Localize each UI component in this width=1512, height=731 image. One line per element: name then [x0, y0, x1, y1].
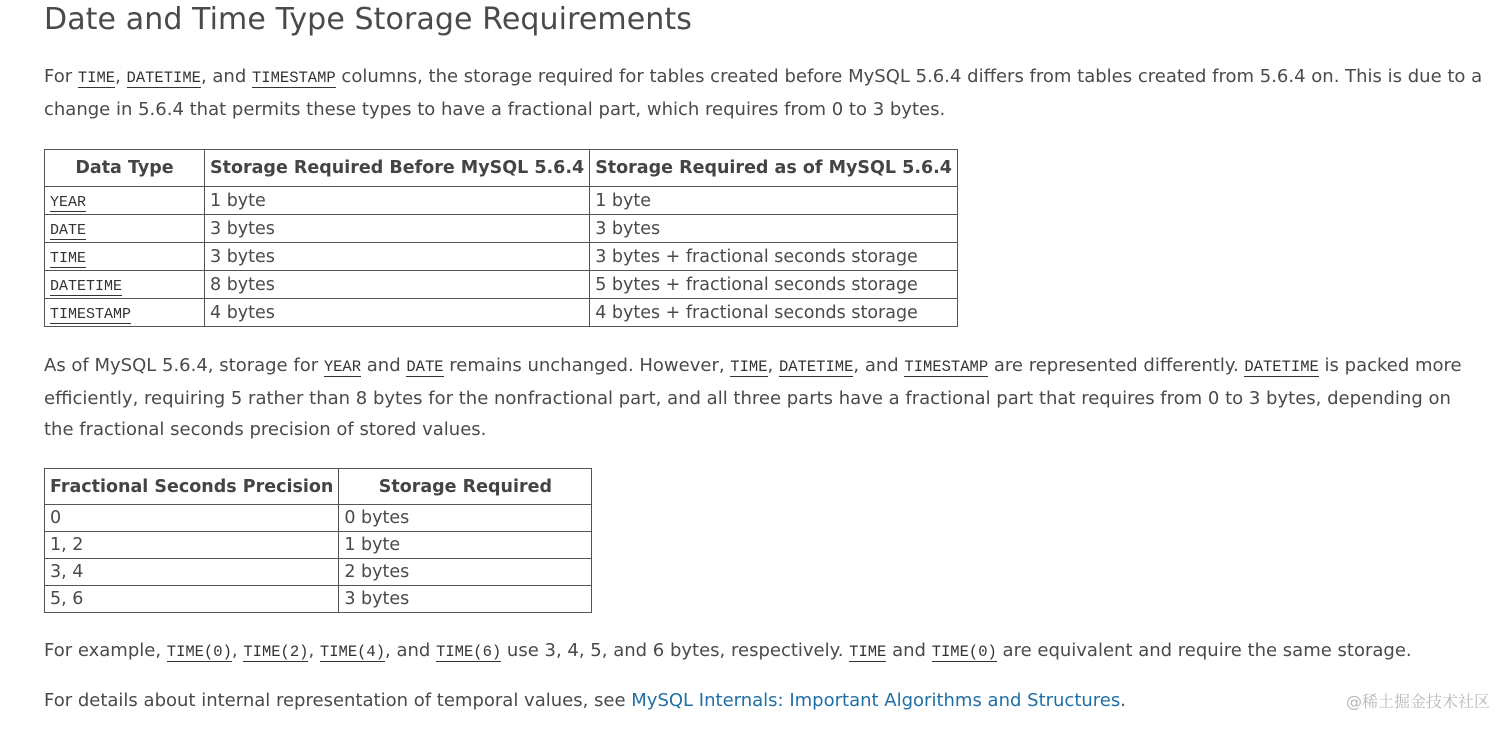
table-header-row — [45, 469, 592, 505]
type-code: YEAR — [50, 193, 87, 211]
code-time: TIME — [730, 358, 768, 376]
cell-precision: 5, 6 — [45, 586, 339, 613]
cell-before: 4 bytes — [205, 299, 590, 327]
cell-after: 3 bytes + fractional seconds storage — [590, 243, 958, 271]
text: remains unchanged. However, — [443, 355, 731, 376]
cell-precision: 3, 4 — [45, 559, 339, 586]
storage-requirements-table — [44, 149, 958, 327]
cell-after: 3 bytes — [590, 215, 958, 243]
details-paragraph — [44, 685, 1126, 716]
table-row — [45, 532, 592, 559]
cell-before: 1 byte — [205, 187, 590, 215]
text: use 3, 4, 5, and 6 bytes, respectively. — [501, 640, 850, 661]
table-row — [45, 243, 958, 271]
table-row — [45, 187, 958, 215]
code-time0: TIME(0) — [931, 643, 997, 661]
cell-after: 5 bytes + fractional seconds storage — [590, 271, 958, 299]
table-row — [45, 271, 958, 299]
header-as-of-564: Storage Required as of MySQL 5.6.4 — [590, 150, 958, 187]
type-code: TIME — [50, 249, 87, 267]
text: For — [44, 66, 78, 87]
mysql-internals-link[interactable]: MySQL Internals: Important Algorithms and Structures — [631, 690, 1121, 711]
code-datetime: DATETIME — [1244, 358, 1319, 376]
header-storage: Storage Required — [339, 469, 592, 505]
code-timestamp: TIMESTAMP — [251, 69, 336, 87]
type-code: DATETIME — [50, 277, 123, 295]
code-date: DATE — [406, 358, 444, 376]
text: , and — [385, 640, 437, 661]
cell-type — [45, 187, 205, 215]
intro-paragraph — [44, 61, 1484, 125]
cell-storage: 2 bytes — [339, 559, 592, 586]
text: are equivalent and require the same storage. — [996, 640, 1412, 661]
text: For example, — [44, 640, 167, 661]
code-datetime: DATETIME — [778, 358, 854, 376]
code-time4: TIME(4) — [319, 643, 386, 661]
cell-before: 3 bytes — [205, 215, 590, 243]
middle-paragraph — [44, 350, 1484, 445]
code-datetime: DATETIME — [126, 69, 201, 87]
type-code: TIMESTAMP — [50, 305, 132, 323]
text: columns, the storage required for tables created before MySQL 5.6.4 differs from tables created from 5.6.4 on. This is due to a change in 5.6.4 that permits these types to have a fractional part, which requires from 0 to 3 bytes. — [44, 66, 1483, 120]
text: , — [308, 640, 320, 661]
table-header-row — [45, 150, 958, 187]
cell-type — [45, 215, 205, 243]
cell-storage: 0 bytes — [339, 505, 592, 532]
text: , — [767, 355, 779, 376]
code-year: YEAR — [323, 358, 362, 376]
cell-type — [45, 243, 205, 271]
text: For details about internal representation of temporal values, see — [44, 690, 632, 711]
cell-after: 4 bytes + fractional seconds storage — [590, 299, 958, 327]
cell-type — [45, 299, 205, 327]
header-data-type: Data Type — [45, 150, 205, 187]
table-row — [45, 559, 592, 586]
text: and — [886, 640, 932, 661]
fractional-seconds-table — [44, 468, 592, 613]
cell-storage: 3 bytes — [339, 586, 592, 613]
code-time0: TIME(0) — [166, 643, 232, 661]
text: , — [115, 66, 127, 87]
code-time6: TIME(6) — [436, 643, 502, 661]
cell-precision: 0 — [45, 505, 339, 532]
cell-type — [45, 271, 205, 299]
table-row — [45, 299, 958, 327]
text: , and — [853, 355, 905, 376]
example-paragraph — [44, 635, 1412, 668]
text: are represented differently. — [988, 355, 1245, 376]
cell-before: 8 bytes — [205, 271, 590, 299]
code-time: TIME — [849, 643, 887, 661]
watermark-text: @稀土掘金技术社区 — [1345, 692, 1490, 711]
table-row — [45, 505, 592, 532]
cell-before: 3 bytes — [205, 243, 590, 271]
cell-storage: 1 byte — [339, 532, 592, 559]
table-row — [45, 586, 592, 613]
text: , and — [200, 66, 252, 87]
section-title: Date and Time Type Storage Requirements — [44, 2, 692, 37]
header-before-564: Storage Required Before MySQL 5.6.4 — [205, 150, 590, 187]
cell-precision: 1, 2 — [45, 532, 339, 559]
text: is packed more efficiently, requiring 5 rather than 8 bytes for the nonfractional part, and all three parts have a fractional part that requires from 0 to 3 bytes, depending on the fractional seconds precision of stored values. — [44, 355, 1462, 440]
type-code: DATE — [50, 221, 87, 239]
cell-after: 1 byte — [590, 187, 958, 215]
text: As of MySQL 5.6.4, storage for — [44, 355, 324, 376]
code-time2: TIME(2) — [243, 643, 309, 661]
text: , — [231, 640, 244, 661]
header-precision: Fractional Seconds Precision — [45, 469, 339, 505]
code-timestamp: TIMESTAMP — [904, 358, 989, 376]
table-row — [45, 215, 958, 243]
text: . — [1120, 690, 1126, 711]
text: and — [361, 355, 407, 376]
code-time: TIME — [77, 69, 116, 87]
